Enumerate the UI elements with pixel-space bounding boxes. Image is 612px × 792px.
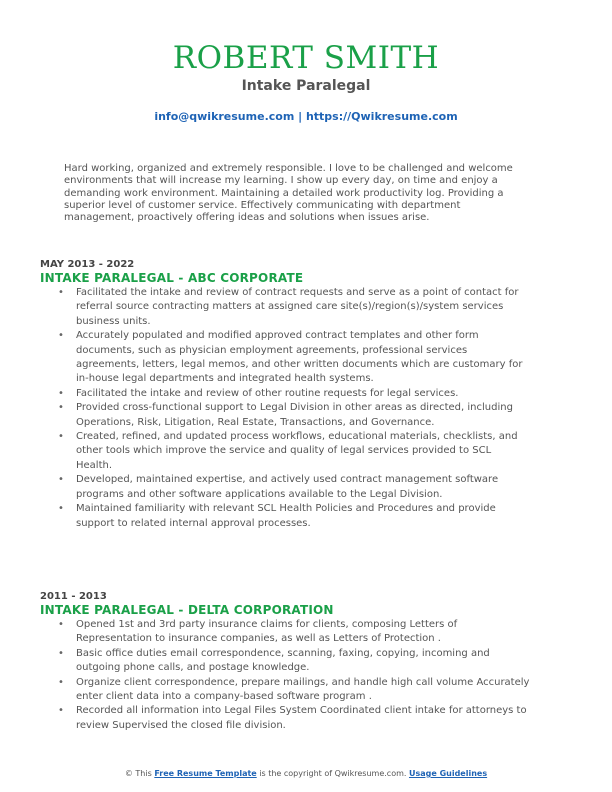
list-item: • Developed, maintained expertise, and actively used contract management software programs and other software applications available to the Legal Division.: [76, 473, 530, 502]
list-item: • Basic office duties email correspondence, scanning, faxing, copying, incoming and outgoing phone calls, and postage knowledge.: [76, 647, 530, 676]
footer: [0, 769, 612, 778]
experience-job-title: INTAKE PARALEGAL - DELTA CORPORATION: [40, 603, 334, 617]
list-item: • Recorded all information into Legal Files System Coordinated client intake for attorneys to review Supervised the closed file division.: [76, 704, 530, 733]
footer-prefix: © This: [124, 769, 152, 778]
candidate-name: ROBERT SMITH: [172, 40, 440, 76]
list-item: • Facilitated the intake and review of other routine requests for legal services.: [76, 387, 530, 401]
experience-dates: MAY 2013 - 2022: [40, 259, 135, 270]
list-item: • Facilitated the intake and review of contract requests and serve as a point of contact for referral source contracting matters at assigned care site(s)/region(s)/system services business units.: [76, 286, 530, 329]
summary-paragraph: Hard working, organized and extremely responsible. I love to be challenged and welcome environments that will increase my learning. I show up every day, on time and enjoy a demanding work environment. Maintaining a detailed work productivity log. Providing a superior level of customer service. Effectively communicating with department management, proactively offering ideas and solutions when issues arise.: [64, 163, 513, 224]
list-item: • Created, refined, and updated process workflows, educational materials, checklists, and other tools which improve the service and quality of legal services provided to SCL Health.: [76, 430, 530, 473]
list-item: • Maintained familiarity with relevant SCL Health Policies and Procedures and provide support to related internal approval processes.: [76, 502, 530, 531]
experience-job-title: INTAKE PARALEGAL - ABC CORPORATE: [40, 271, 304, 285]
experience-entry-1: [40, 258, 530, 531]
list-item: • Provided cross-functional support to Legal Division in other areas as directed, including Operations, Risk, Litigation, Real Estate, Transactions, and Governance.: [76, 401, 530, 430]
experience-bullets: [40, 618, 530, 733]
footer-copyright-text: is the copyright of Qwikresume.com.: [259, 769, 407, 778]
free-resume-template-link[interactable]: Free Resume Template: [154, 769, 257, 778]
list-item: • Organize client correspondence, prepare mailings, and handle high call volume Accurately enter client data into a company-based software program .: [76, 676, 530, 705]
experience-bullets: [40, 286, 530, 531]
list-item: • Opened 1st and 3rd party insurance claims for clients, composing Letters of Representation to insurance companies, as well as Letters of Protection .: [76, 618, 530, 647]
job-title-heading: Intake Paralegal: [241, 78, 371, 94]
experience-entry-2: [40, 590, 530, 733]
experience-dates: 2011 - 2013: [40, 591, 107, 602]
contact-info[interactable]: info@qwikresume.com | https://Qwikresume.com: [154, 110, 458, 123]
list-item: • Accurately populated and modified approved contract templates and other form documents, such as physician employment agreements, professional services agreements, letters, legal memos, and other written documents which are customary for in-house legal departments and integrated health systems.: [76, 329, 530, 387]
usage-guidelines-link[interactable]: Usage Guidelines: [408, 769, 488, 778]
